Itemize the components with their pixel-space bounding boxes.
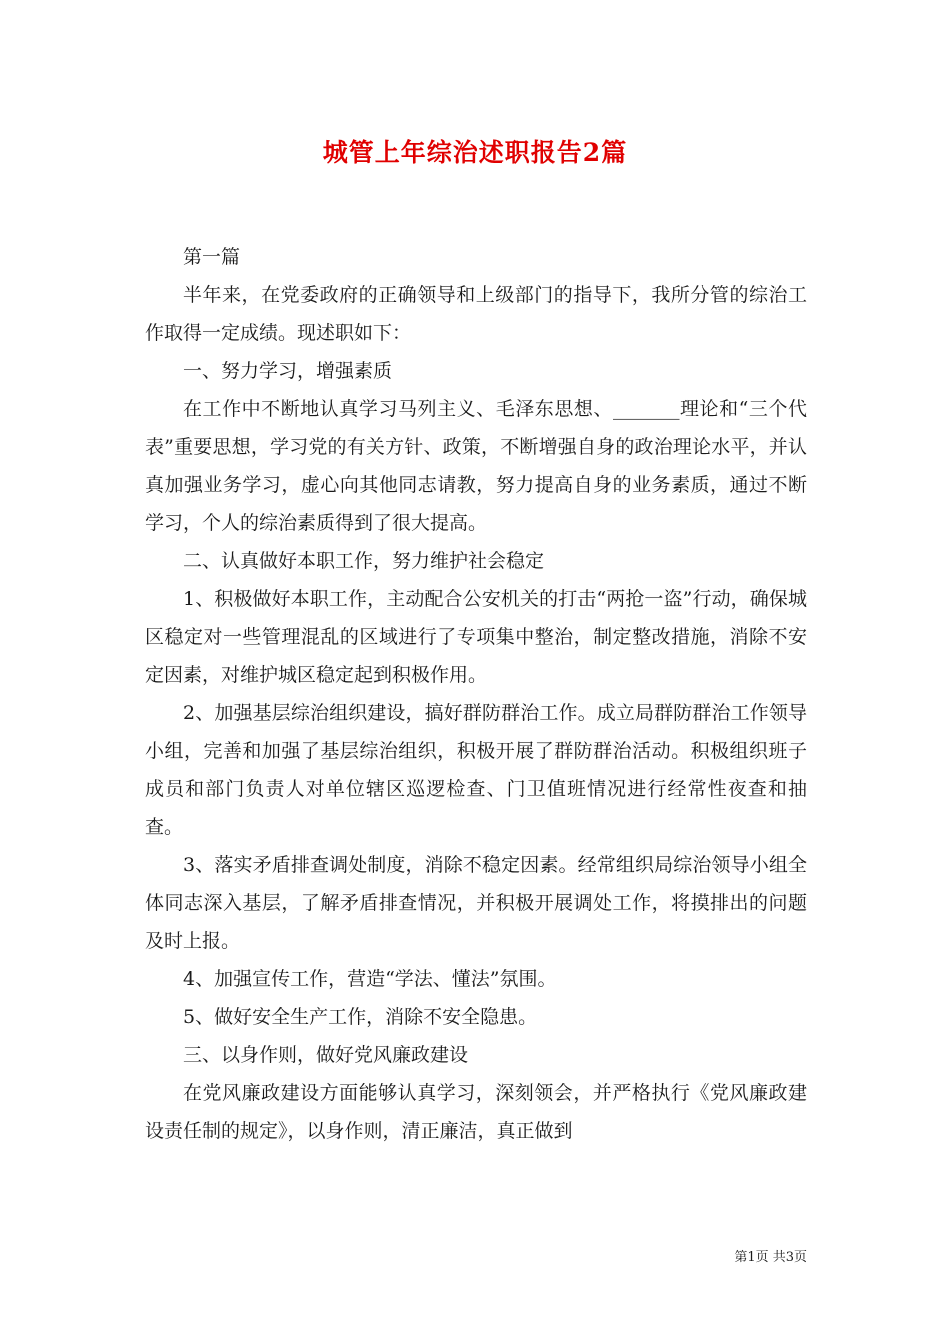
- heading-study: 一、努力学习，增强素质: [183, 360, 393, 382]
- document-body: [145, 238, 807, 1150]
- paragraph-duty-5: 5、做好安全生产工作，消除不安全隐患。: [183, 1006, 538, 1028]
- paragraph-intro: 半年来，在党委政府的正确领导和上级部门的指导下，我所分管的综治工作取得一定成绩。现述职如下：: [145, 284, 807, 344]
- paragraph-duty-2: 2、加强基层综治组织建设，搞好群防群治工作。成立局群防群治工作领导小组，完善和加强了基层综治组织，积极开展了群防群治活动。积极组织班子成员和部门负责人对单位辖区巡逻检查、门卫值班情况进行经常性夜查和抽查。: [145, 702, 807, 838]
- paragraph-study: 在工作中不断地认真学习马列主义、毛泽东思想、_______理论和“三个代表”重要思想，学习党的有关方针、政策，不断增强自身的政治理论水平，并认真加强业务学习，虚心向其他同志请教，努力提高自身的业务素质，通过不断学习，个人的综治素质得到了很大提高。: [145, 398, 807, 534]
- heading-integrity: 三、以身作则，做好党风廉政建设: [183, 1044, 469, 1066]
- section-heading-first: 第一篇: [183, 246, 241, 268]
- page-number: 第1页 共3页: [734, 1250, 807, 1265]
- page-title: 城管上年综治述职报告2篇: [322, 138, 628, 167]
- paragraph-integrity: 在党风廉政建设方面能够认真学习，深刻领会，并严格执行《党风廉政建设责任制的规定》，以身作则，清正廉洁，真正做到: [145, 1082, 807, 1142]
- paragraph-duty-3: 3、落实矛盾排查调处制度，消除不稳定因素。经常组织局综治领导小组全体同志深入基层，了解矛盾排查情况，并积极开展调处工作，将摸排出的问题及时上报。: [145, 854, 807, 952]
- heading-duty: 二、认真做好本职工作，努力维护社会稳定: [183, 550, 545, 572]
- paragraph-duty-1: 1、积极做好本职工作，主动配合公安机关的打击“两抢一盗”行动，确保城区稳定对一些管理混乱的区域进行了专项集中整治，制定整改措施，消除不安定因素，对维护城区稳定起到积极作用。: [145, 588, 807, 686]
- paragraph-duty-4: 4、加强宣传工作，营造“学法、懂法”氛围。: [183, 968, 557, 990]
